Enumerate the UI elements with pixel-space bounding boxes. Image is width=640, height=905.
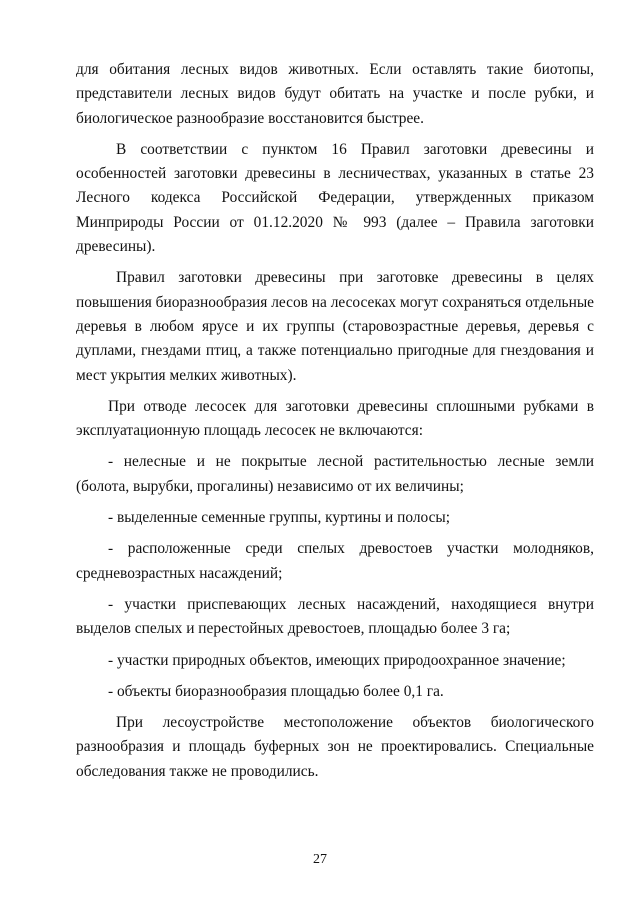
- document-body: [76, 58, 594, 784]
- list-item-5: - участки природных объектов, имеющих природоохранное значение;: [108, 651, 566, 669]
- paragraph-3: Правил заготовки древесины при заготовке древесины в целях повышения биоразнообразия лесов на лесосеках могут сохраняться отдельные деревья в любом ярусе и их группы (старовозрастные деревья, деревья с дуплами, гнездами птиц, а также потенциально пригодные для гнездования и мест укрытия мелких животных).: [76, 269, 594, 384]
- list-item-2: - выделенные семенные группы, куртины и полосы;: [108, 509, 451, 527]
- paragraph-2: В соответствии с пунктом 16 Правил заготовки древесины и особенностей заготовки древесины в лесничествах, указанных в статье 23 Лесного кодекса Российской Федерации, утвержденных приказом Минприроды России от 01.12.2020 № 993 (далее – Правила заготовки древесины).: [76, 140, 594, 256]
- list-item-4: - участки приспевающих лесных насаждений, находящиеся внутри выделов спелых и перестойных древостоев, площадью более 3 га;: [76, 595, 594, 638]
- list-item-3: - расположенные среди спелых древостоев участки молодняков, средневозрастных насаждений;: [76, 540, 594, 582]
- paragraph-5: При лесоустройстве местоположение объектов биологического разнообразия и площадь буферных зон не проектировались. Специальные обследования также не проводились.: [76, 714, 594, 780]
- list-item-6: - объекты биоразнообразия площадью более 0,1 га.: [108, 682, 444, 700]
- paragraph-4: При отводе лесосек для заготовки древесины сплошными рубками в эксплуатационную площадь лесосек не включаются:: [76, 397, 594, 440]
- page-number: 27: [313, 852, 327, 867]
- paragraph-1: для обитания лесных видов животных. Если оставлять такие биотопы, представители лесных видов будут обитать на участке и после рубки, и биологическое разнообразие восстановится быстрее.: [76, 61, 594, 127]
- list-item-1: - нелесные и не покрытые лесной растительностью лесные земли (болота, вырубки, прогалины) независимо от их величины;: [76, 453, 594, 495]
